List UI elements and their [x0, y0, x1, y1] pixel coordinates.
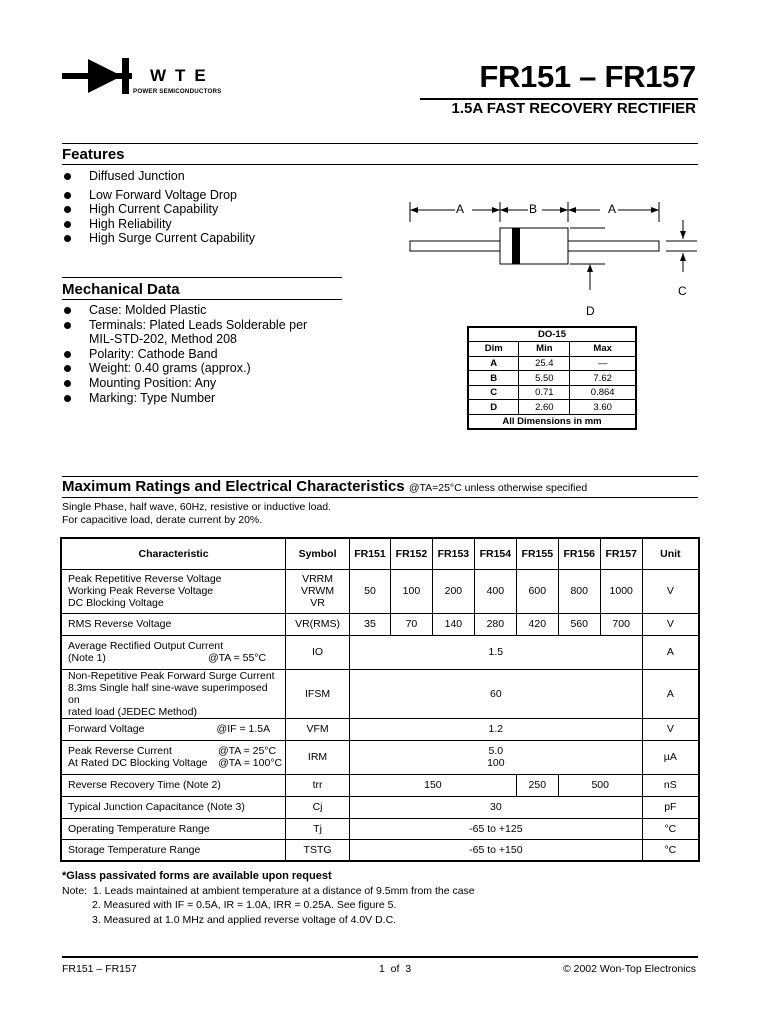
table-row — [61, 669, 699, 718]
characteristic-line: DC Blocking Voltage — [68, 597, 164, 609]
dim-label-a: A — [456, 202, 465, 216]
table-row — [61, 774, 699, 796]
list-item: High Current Capability — [62, 202, 255, 217]
features-list — [62, 169, 255, 246]
ratings-intro-2: For capacitive load, derate current by 20%. — [62, 514, 263, 526]
ratings-intro-1: Single Phase, half wave, 60Hz, resistive or inductive load. — [62, 501, 332, 513]
brand-subtitle: POWER SEMICONDUCTORS — [133, 88, 222, 95]
symbol-line: VRWM — [301, 585, 335, 597]
mechanical-list — [62, 303, 307, 405]
value-cell: 800 — [558, 569, 600, 613]
table-row — [61, 718, 699, 740]
symbol-cell: Tj — [286, 818, 350, 839]
list-item: Polarity: Cathode Band — [62, 347, 307, 362]
value-cell: 560 — [558, 613, 600, 635]
table-header: Max — [570, 342, 636, 357]
symbol-cell: IRM — [286, 740, 350, 774]
features-bottom-rule — [62, 164, 698, 165]
table-cell: B — [468, 371, 519, 386]
characteristic-line: Peak Repetitive Reverse Voltage — [68, 573, 222, 585]
value-cell: 250 — [516, 774, 558, 796]
characteristic-line — [68, 723, 282, 735]
characteristic-line: rated load (JEDEC Method) — [68, 705, 197, 718]
dim-label-c: C — [678, 284, 687, 298]
table-row — [61, 740, 699, 774]
value-cell: 35 — [349, 613, 390, 635]
table-cell: 3.60 — [570, 400, 636, 415]
test-condition: @IF = 1.5A — [216, 723, 271, 735]
footer-copyright: © 2002 Won-Top Electronics — [562, 963, 696, 975]
characteristic-cell — [61, 740, 286, 774]
symbol-cell: TSTG — [286, 839, 350, 861]
list-item: Case: Molded Plastic — [62, 303, 307, 318]
list-item: Mounting Position: Any — [62, 376, 307, 391]
test-condition: @TA = 100°C — [218, 757, 283, 769]
value-cell: 50 — [349, 569, 390, 613]
table-cell: — — [570, 356, 636, 371]
table-row — [61, 796, 699, 818]
table-row — [61, 635, 699, 669]
unit-cell: µA — [642, 740, 699, 774]
symbol-cell — [286, 569, 350, 613]
characteristic-text: At Rated DC Blocking Voltage — [68, 757, 208, 769]
unit-cell: A — [642, 635, 699, 669]
table-header: FR153 — [432, 538, 474, 569]
characteristic-line: Working Peak Reverse Voltage — [68, 585, 214, 597]
unit-cell: V — [642, 613, 699, 635]
note-3: 3. Measured at 1.0 MHz and applied reverse voltage of 4.0V D.C. — [92, 913, 397, 926]
characteristic-text: Forward Voltage — [68, 723, 145, 735]
ratings-heading-text: Maximum Ratings and Electrical Characteristics — [62, 478, 405, 495]
value-line: 5.0 — [488, 745, 504, 757]
characteristic-line — [68, 745, 282, 757]
value-cell: 600 — [516, 569, 558, 613]
table-cell: 7.62 — [570, 371, 636, 386]
dim-label-a: A — [608, 202, 617, 216]
table-row — [61, 818, 699, 839]
note-1: Note: 1. Leads maintained at ambient temperature at a distance of 9.5mm from the case — [62, 884, 475, 897]
value-cell: 1.5 — [349, 635, 642, 669]
symbol-line: VR — [310, 597, 325, 609]
table-row — [468, 371, 636, 386]
characteristic-cell: Reverse Recovery Time (Note 2) — [61, 774, 286, 796]
note-2: 2. Measured with IF = 0.5A, IR = 1.0A, IRR = 0.25A. See figure 5. — [92, 899, 397, 911]
table-header: Dim — [468, 342, 519, 357]
mech-top-rule — [62, 277, 342, 278]
value-cell: -65 to +150 — [349, 839, 642, 861]
table-header: FR157 — [600, 538, 642, 569]
table-cell: 5.50 — [519, 371, 570, 386]
value-cell: 1.2 — [349, 718, 642, 740]
list-item: High Surge Current Capability — [62, 231, 255, 246]
dim-label-d: D — [586, 304, 595, 318]
characteristic-cell — [61, 635, 286, 669]
brand-name: WTE — [150, 66, 215, 85]
value-cell: 100 — [390, 569, 432, 613]
dim-label-b: B — [529, 202, 538, 216]
value-cell: 400 — [474, 569, 516, 613]
table-header: FR156 — [558, 538, 600, 569]
unit-cell: V — [642, 718, 699, 740]
value-cell: 30 — [349, 796, 642, 818]
value-cell: 70 — [390, 613, 432, 635]
value-cell: 280 — [474, 613, 516, 635]
value-cell: -65 to +125 — [349, 818, 642, 839]
characteristic-line — [68, 652, 282, 664]
characteristic-cell: Typical Junction Capacitance (Note 3) — [61, 796, 286, 818]
table-cell: 0.71 — [519, 385, 570, 400]
page-title: FR151 – FR157 — [479, 59, 696, 94]
table-row — [468, 385, 636, 400]
characteristic-cell — [61, 718, 286, 740]
ratings-condition: @TA=25°C unless otherwise specified — [408, 482, 588, 494]
table-cell: C — [468, 385, 519, 400]
glass-note: *Glass passivated forms are available upon request — [62, 870, 332, 882]
list-item: Marking: Type Number — [62, 391, 307, 406]
unit-cell: °C — [642, 839, 699, 861]
table-row — [468, 356, 636, 371]
table-header: Characteristic — [61, 538, 286, 569]
table-row — [61, 569, 699, 613]
symbol-cell: VFM — [286, 718, 350, 740]
value-cell: 200 — [432, 569, 474, 613]
characteristic-cell: Operating Temperature Range — [61, 818, 286, 839]
symbol-cell: trr — [286, 774, 350, 796]
ratings-top-rule — [62, 476, 698, 477]
value-cell: 150 — [349, 774, 516, 796]
characteristic-cell: Storage Temperature Range — [61, 839, 286, 861]
table-row — [61, 839, 699, 861]
table-header: Unit — [642, 538, 699, 569]
table-cell: A — [468, 356, 519, 371]
value-cell: 700 — [600, 613, 642, 635]
ratings-heading — [62, 478, 587, 495]
footer-divider — [62, 956, 698, 958]
table-header-row — [61, 538, 699, 569]
footer-left: FR151 – FR157 — [62, 963, 137, 975]
list-item: High Reliability — [62, 217, 255, 232]
table-row — [61, 613, 699, 635]
unit-cell: °C — [642, 818, 699, 839]
ratings-bottom-rule — [62, 497, 698, 498]
table-footer: All Dimensions in mm — [468, 415, 636, 430]
features-top-rule — [62, 143, 698, 144]
value-cell: 500 — [558, 774, 642, 796]
characteristic-line: Average Rectified Output Current — [68, 640, 224, 652]
unit-cell: nS — [642, 774, 699, 796]
symbol-cell: IO — [286, 635, 350, 669]
mechanical-heading: Mechanical Data — [62, 281, 180, 298]
table-row — [468, 400, 636, 415]
table-header: FR154 — [474, 538, 516, 569]
table-header: Symbol — [286, 538, 350, 569]
list-item: Low Forward Voltage Drop — [62, 188, 255, 203]
test-condition: @TA = 55°C — [207, 652, 267, 664]
value-cell: 1000 — [600, 569, 642, 613]
table-header: FR155 — [516, 538, 558, 569]
value-line: 100 — [487, 757, 505, 769]
characteristic-cell — [61, 569, 286, 613]
test-condition: @TA = 25°C — [217, 745, 277, 757]
list-item: MIL-STD-202, Method 208 — [89, 332, 237, 347]
notes-block — [62, 869, 475, 927]
table-cell: 25.4 — [519, 356, 570, 371]
characteristic-line: 8.3ms Single half sine-wave superimposed on — [68, 681, 268, 706]
characteristic-cell — [61, 669, 286, 718]
characteristic-text: (Note 1) — [68, 652, 106, 664]
table-header: Min — [519, 342, 570, 357]
ratings-table — [60, 537, 700, 862]
table-header: FR152 — [390, 538, 432, 569]
value-cell: 420 — [516, 613, 558, 635]
unit-cell: A — [642, 669, 699, 718]
symbol-cell: IFSM — [286, 669, 350, 718]
characteristic-cell: RMS Reverse Voltage — [61, 613, 286, 635]
list-item: Weight: 0.40 grams (approx.) — [62, 361, 307, 376]
mech-bottom-rule — [62, 299, 342, 300]
symbol-cell: VR(RMS) — [286, 613, 350, 635]
value-cell — [349, 740, 642, 774]
table-cell: 2.60 — [519, 400, 570, 415]
characteristic-text: Peak Reverse Current — [68, 745, 172, 757]
characteristic-line — [68, 757, 282, 769]
footer-page-number: 1 of 3 — [379, 963, 412, 975]
table-header: FR151 — [349, 538, 390, 569]
do15-package-drawing — [400, 190, 710, 320]
page-subtitle: 1.5A FAST RECOVERY RECTIFIER — [451, 100, 696, 117]
table-cell: D — [468, 400, 519, 415]
unit-cell: pF — [642, 796, 699, 818]
unit-cell: V — [642, 569, 699, 613]
list-item: Terminals: Plated Leads Solderable per — [62, 318, 307, 333]
list-item: Diffused Junction — [62, 169, 255, 184]
dimension-table — [467, 326, 637, 430]
table-title: DO-15 — [468, 327, 636, 342]
symbol-cell: Cj — [286, 796, 350, 818]
symbol-line: VRRM — [302, 573, 333, 585]
features-heading: Features — [62, 146, 125, 163]
characteristic-line: Non-Repetitive Peak Forward Surge Current — [68, 669, 275, 682]
value-cell: 140 — [432, 613, 474, 635]
value-cell: 60 — [349, 669, 642, 718]
table-cell: 0.864 — [570, 385, 636, 400]
